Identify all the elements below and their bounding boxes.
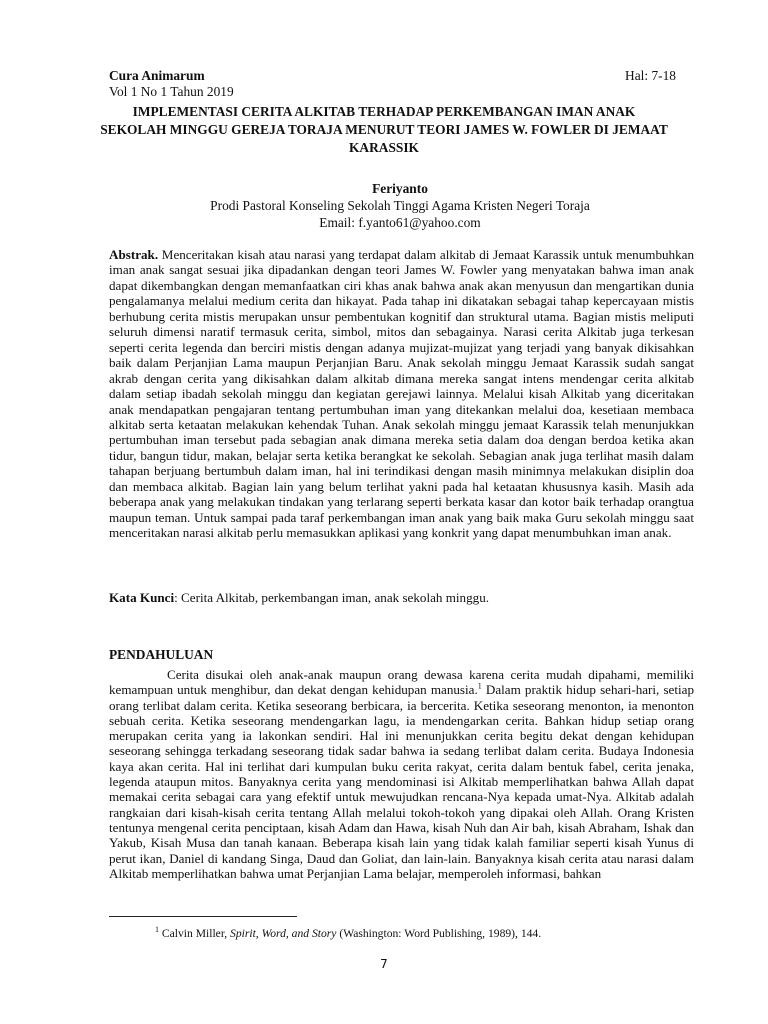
journal-volume: Vol 1 No 1 Tahun 2019 xyxy=(109,84,234,99)
keywords-label: Kata Kunci xyxy=(109,590,175,605)
journal-name: Cura Animarum xyxy=(109,68,205,83)
abstract-label: Abstrak. xyxy=(109,247,159,262)
footnote-divider xyxy=(109,916,297,917)
journal-info xyxy=(109,68,234,100)
page-range: Hal: 7-18 xyxy=(625,68,676,83)
footnote-work-title: Spirit, Word, and Story xyxy=(230,927,337,940)
keywords xyxy=(109,590,489,606)
body-text-part2: Dalam praktik hidup sehari-hari, setiap orang terlibat dalam cerita. Ketika seseorang berbicara, ia bercerita. Ketika seseorang menonton, ia menonton sebuah cerita. Ketika seseorang mendengarkan lagu, ia mendengarkan cerita. Bahkan hidup setiap orang merupakan cerita yang ia lakonkan sendiri. Hal ini menunjukkan cerita begitu dekat dengan kehidupan seseorang sehingga terkadang seseorang tidak sadar bahwa ia sedang terlibat dalam cerita. Budaya Indonesia kaya akan cerita. Hal ini terlihat dari kumpulan buku cerita rakyat, cerita dalam bentuk fabel, cerita jenaka, legenda ataupun mitos. Banyaknya cerita yang mendominasi isi Alkitab memperlihatkan bahwa Allah dapat memakai cerita sebagai cara yang efektif untuk mewujudkan rencana-Nya kepada umat-Nya. Alkitab adalah rangkaian dari kisah-kisah cerita tentang Allah melalui tokoh-tokoh yang dipakai oleh Allah. Orang Kristen tentunya mengenal cerita penciptaan, kisah Adam dan Hawa, kisah Nuh dan Air bah, kisah Abraham, Ishak dan Yakub, Kisah Musa dan tanah kanaan. Beberapa kisah lain yang tidak kalah familiar seperti kisah Yunus di perut ikan, Daniel di kandang Singa, Daud dan Goliat, dan lain-lain. Banyaknya kisah cerita atau narasi dalam Alkitab memperlihatkan bahwa umat Perjanjian Lama belajar, memperoleh informasi, bahkan xyxy=(109,682,694,881)
footnote-reference[interactable]: 1 xyxy=(477,681,482,691)
footnote-author: Calvin Miller, xyxy=(159,927,231,940)
footnote xyxy=(155,927,541,940)
abstract xyxy=(109,247,694,541)
author-email: Email: f.yanto61@yahoo.com xyxy=(319,215,481,230)
section-heading: PENDAHULUAN xyxy=(109,647,214,662)
footnote-marker: 1 xyxy=(155,925,159,935)
body-paragraph xyxy=(109,667,694,881)
footnote-publication: (Washington: Word Publishing, 1989), 144. xyxy=(336,927,542,940)
author-block xyxy=(100,180,700,231)
abstract-text: Menceritakan kisah atau narasi yang terdapat dalam alkitab di Jemaat Karassik untuk menumbuhkan iman anak sangat sesuai jika dipadankan dengan teori James W. Fowler yang menyatakan bahwa iman anak dapat dikembangkan dengan memanfaatkan ciri khas anak bahwa anak akan menyusun dan mengartikan dunia pengalamanya melalui medium cerita dan hikayat. Pada tahap ini dikatakan sebagai tahap kepercayaan mistis berhubung cerita mistis merupakan unsur pembentukan kognitif dan struktural utama. Bagian mistis meliputi seluruh dimensi naratif termasuk cerita, simbol, mitos dan sebagainya. Narasi cerita Alkitab juga terkesan seperti cerita legenda dan berciri mistis dengan adanya mujizat-mujizat yang terjadi yang banyak dikisahkan baik dalam Perjanjian Lama maupun Perjanjian Baru. Anak sekolah minggu Jemaat Karassik sudah sangat akrab dengan cerita yang dikisahkan dalam alkitab dimana mereka sangat intens mendengar cerita alkitab dalam setiap ibadah sekolah minggu dan kegiatan gerejawi lainnya. Melalui kisah Alkitab yang diceritakan anak mendapatkan pengajaran tentang pertumbuhan iman yang ditekankan melalui doa, kesetiaan membaca alkitab serta ketaatan melakukan kehendak Tuhan. Anak sekolah minggu jemaat Karassik telah menunjukkan pertumbuhan iman tersebut pada sebagian anak dimana mereka setia dalam doa dengan berdoa ketika akan tidur, bangun tidur, makan, belajar serta ketika berangkat ke sekolah. Sebagian anak juga terlihat masih dalam tahapan berjuang bertumbuh dalam iman, hal ini terindikasi dengan masih minimnya melakukan disiplin doa dan membaca alkitab. Bagian lain yang belum terlihat yakni pada hal ketaatan khususnya kasih. Masih ada beberapa anak yang melakukan tindakan yang terlarang seperti berkata kasar dan kotor baik terhadap orangtua maupun teman. Untuk sampai pada taraf perkembangan iman anak yang baik maka Guru sekolah minggu saat menceritakan narasi alkitab perlu memasukkan aplikasi yang konkrit yang dapat menumbuhkan iman anak. xyxy=(109,247,694,541)
paper-title: IMPLEMENTASI CERITA ALKITAB TERHADAP PERKEMBANGAN IMAN ANAK SEKOLAH MINGGU GEREJA TORAJA MENURUT TEORI JAMES W. FOWLER DI JEMAAT KARASSIK xyxy=(100,104,668,155)
author-affiliation: Prodi Pastoral Konseling Sekolah Tinggi Agama Kristen Negeri Toraja xyxy=(210,198,590,213)
keywords-text: : Cerita Alkitab, perkembangan iman, anak sekolah minggu. xyxy=(174,590,490,605)
page-number: 7 xyxy=(380,957,388,971)
body-text-part1: Cerita disukai oleh anak-anak maupun orang dewasa karena cerita mudah dipahami, memiliki kemampuan untuk menghibur, dan dekat dengan kehidupan manusia. xyxy=(109,667,694,698)
author-name: Feriyanto xyxy=(372,181,428,196)
